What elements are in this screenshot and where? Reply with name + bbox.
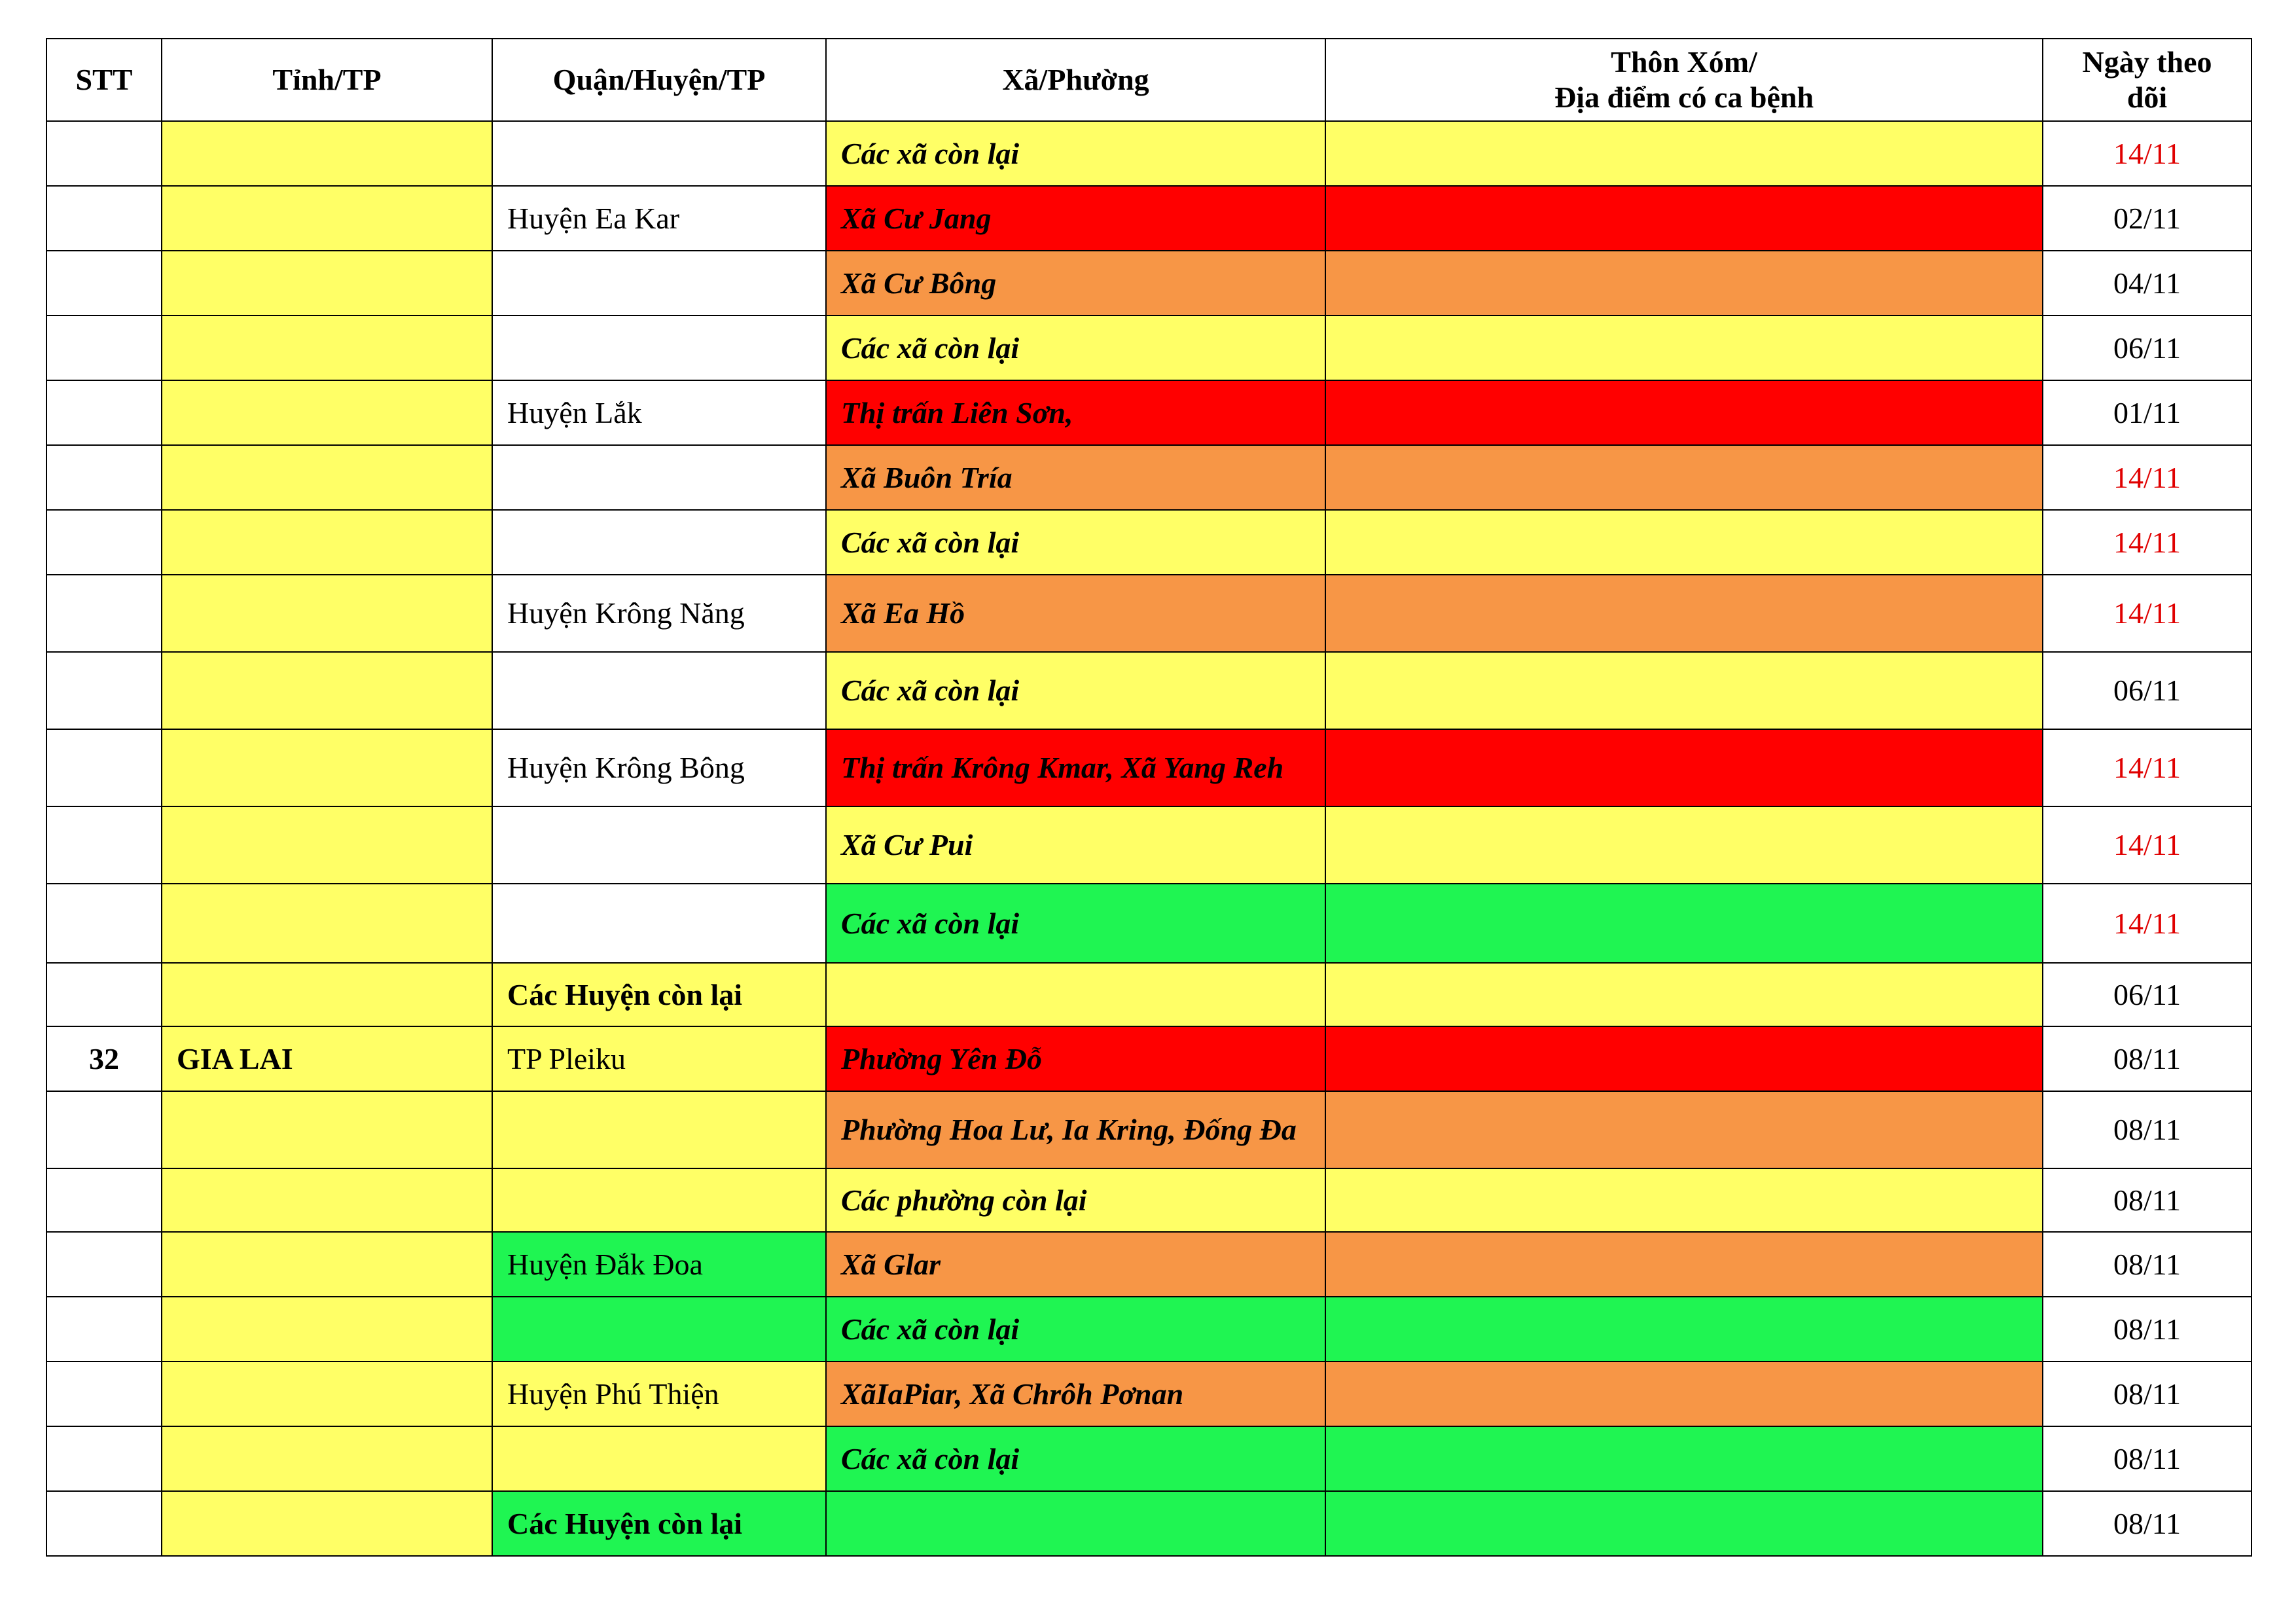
follow-date-cell: 01/11 [2043, 380, 2251, 445]
hamlet-cell [1325, 652, 2043, 729]
stt-cell [46, 380, 162, 445]
district-cell: Các Huyện còn lại [492, 1491, 826, 1556]
header-district: Quận/Huyện/TP [492, 39, 826, 121]
table-row [46, 1362, 2251, 1426]
province-cell [162, 121, 492, 186]
follow-date-cell: 14/11 [2043, 884, 2251, 963]
stt-cell [46, 652, 162, 729]
header-hamlet-line1: Thôn Xóm/ [1611, 45, 1757, 79]
province-cell [162, 316, 492, 380]
district-cell [492, 1426, 826, 1491]
province-cell [162, 186, 492, 251]
table-header [46, 39, 2251, 121]
commune-cell: Các xã còn lại [826, 884, 1325, 963]
commune-cell: XãIaPiar, Xã Chrôh Pơnan [826, 1362, 1325, 1426]
district-cell: Huyện Krông Năng [492, 575, 826, 652]
stt-cell [46, 121, 162, 186]
province-cell [162, 575, 492, 652]
follow-date-cell: 08/11 [2043, 1362, 2251, 1426]
district-cell [492, 316, 826, 380]
stt-cell [46, 1091, 162, 1168]
table-row [46, 729, 2251, 806]
commune-cell: Phường Hoa Lư, Ia Kring, Đống Đa [826, 1091, 1325, 1168]
hamlet-cell [1325, 806, 2043, 884]
header-province: Tỉnh/TP [162, 39, 492, 121]
commune-cell: Phường Yên Đỗ [826, 1026, 1325, 1091]
district-cell: TP Pleiku [492, 1026, 826, 1091]
stt-cell [46, 575, 162, 652]
district-cell: Huyện Lắk [492, 380, 826, 445]
table-row [46, 1168, 2251, 1232]
province-cell [162, 510, 492, 575]
province-cell [162, 1362, 492, 1426]
stt-cell [46, 251, 162, 316]
commune-cell [826, 963, 1325, 1026]
province-cell [162, 806, 492, 884]
province-cell: GIA LAI [162, 1026, 492, 1091]
follow-date-cell: 08/11 [2043, 1297, 2251, 1362]
hamlet-cell [1325, 575, 2043, 652]
header-follow-date-line2: dõi [2126, 81, 2168, 114]
district-cell [492, 445, 826, 510]
hamlet-cell [1325, 251, 2043, 316]
hamlet-cell [1325, 729, 2043, 806]
district-cell [492, 1297, 826, 1362]
header-row [46, 39, 2251, 121]
header-hamlet [1325, 39, 2043, 121]
commune-cell: Các xã còn lại [826, 121, 1325, 186]
table-row [46, 575, 2251, 652]
follow-date-cell: 14/11 [2043, 806, 2251, 884]
table-row [46, 121, 2251, 186]
header-hamlet-line2: Địa điểm có ca bệnh [1554, 81, 1814, 114]
hamlet-cell [1325, 884, 2043, 963]
district-cell: Huyện Đắk Đoa [492, 1232, 826, 1297]
commune-cell: Các xã còn lại [826, 1426, 1325, 1491]
district-cell: Huyện Krông Bông [492, 729, 826, 806]
hamlet-cell [1325, 1362, 2043, 1426]
commune-cell: Các phường còn lại [826, 1168, 1325, 1232]
stt-cell [46, 186, 162, 251]
stt-cell [46, 963, 162, 1026]
table-row [46, 445, 2251, 510]
follow-date-cell: 02/11 [2043, 186, 2251, 251]
district-cell: Các Huyện còn lại [492, 963, 826, 1026]
follow-date-cell: 06/11 [2043, 316, 2251, 380]
commune-cell: Các xã còn lại [826, 1297, 1325, 1362]
province-cell [162, 251, 492, 316]
stt-cell [46, 316, 162, 380]
district-cell [492, 510, 826, 575]
province-cell [162, 963, 492, 1026]
stt-cell [46, 1168, 162, 1232]
hamlet-cell [1325, 1232, 2043, 1297]
province-cell [162, 729, 492, 806]
province-cell [162, 380, 492, 445]
table-row [46, 963, 2251, 1026]
district-cell [492, 251, 826, 316]
hamlet-cell [1325, 186, 2043, 251]
table-row [46, 316, 2251, 380]
follow-date-cell: 08/11 [2043, 1026, 2251, 1091]
follow-date-cell: 14/11 [2043, 575, 2251, 652]
follow-date-cell: 08/11 [2043, 1091, 2251, 1168]
covid-level-table [46, 38, 2252, 1557]
header-follow-date [2043, 39, 2251, 121]
hamlet-cell [1325, 510, 2043, 575]
hamlet-cell [1325, 445, 2043, 510]
stt-cell [46, 884, 162, 963]
province-cell [162, 1426, 492, 1491]
table-row [46, 1426, 2251, 1491]
stt-cell [46, 1362, 162, 1426]
stt-cell [46, 1491, 162, 1556]
commune-cell: Xã Buôn Tría [826, 445, 1325, 510]
table-row [46, 186, 2251, 251]
stt-cell: 32 [46, 1026, 162, 1091]
header-stt: STT [46, 39, 162, 121]
province-cell [162, 1297, 492, 1362]
table-row [46, 806, 2251, 884]
province-cell [162, 884, 492, 963]
province-cell [162, 652, 492, 729]
commune-cell: Các xã còn lại [826, 652, 1325, 729]
province-cell [162, 1491, 492, 1556]
district-cell [492, 652, 826, 729]
stt-cell [46, 510, 162, 575]
hamlet-cell [1325, 963, 2043, 1026]
table-row [46, 510, 2251, 575]
stt-cell [46, 1297, 162, 1362]
stt-cell [46, 806, 162, 884]
district-cell [492, 1091, 826, 1168]
commune-cell: Các xã còn lại [826, 316, 1325, 380]
province-cell [162, 1168, 492, 1232]
district-cell [492, 121, 826, 186]
header-follow-date-line1: Ngày theo [2082, 45, 2212, 79]
province-cell [162, 445, 492, 510]
district-cell: Huyện Ea Kar [492, 186, 826, 251]
commune-cell: Xã Cư Bông [826, 251, 1325, 316]
stt-cell [46, 1426, 162, 1491]
commune-cell: Thị trấn Krông Kmar, Xã Yang Reh [826, 729, 1325, 806]
table-row [46, 380, 2251, 445]
hamlet-cell [1325, 1091, 2043, 1168]
commune-cell: Thị trấn Liên Sơn, [826, 380, 1325, 445]
follow-date-cell: 08/11 [2043, 1168, 2251, 1232]
district-cell [492, 1168, 826, 1232]
hamlet-cell [1325, 1026, 2043, 1091]
hamlet-cell [1325, 121, 2043, 186]
stt-cell [46, 1232, 162, 1297]
stt-cell [46, 729, 162, 806]
hamlet-cell [1325, 1297, 2043, 1362]
table-row [46, 1091, 2251, 1168]
header-commune: Xã/Phường [826, 39, 1325, 121]
table-row [46, 1232, 2251, 1297]
commune-cell: Các xã còn lại [826, 510, 1325, 575]
commune-cell: Xã Cư Pui [826, 806, 1325, 884]
table-row [46, 251, 2251, 316]
commune-cell: Xã Glar [826, 1232, 1325, 1297]
follow-date-cell: 08/11 [2043, 1426, 2251, 1491]
province-cell [162, 1232, 492, 1297]
hamlet-cell [1325, 316, 2043, 380]
district-cell [492, 806, 826, 884]
commune-cell [826, 1491, 1325, 1556]
follow-date-cell: 14/11 [2043, 510, 2251, 575]
hamlet-cell [1325, 1426, 2043, 1491]
table-row [46, 1297, 2251, 1362]
follow-date-cell: 14/11 [2043, 121, 2251, 186]
hamlet-cell [1325, 380, 2043, 445]
follow-date-cell: 04/11 [2043, 251, 2251, 316]
follow-date-cell: 06/11 [2043, 963, 2251, 1026]
district-cell [492, 884, 826, 963]
table-row [46, 652, 2251, 729]
follow-date-cell: 14/11 [2043, 445, 2251, 510]
follow-date-cell: 14/11 [2043, 729, 2251, 806]
follow-date-cell: 08/11 [2043, 1491, 2251, 1556]
commune-cell: Xã Ea Hồ [826, 575, 1325, 652]
hamlet-cell [1325, 1491, 2043, 1556]
table-row [46, 1491, 2251, 1556]
follow-date-cell: 08/11 [2043, 1232, 2251, 1297]
district-cell: Huyện Phú Thiện [492, 1362, 826, 1426]
follow-date-cell: 06/11 [2043, 652, 2251, 729]
table-body [46, 121, 2251, 1556]
table-row [46, 884, 2251, 963]
table-row [46, 1026, 2251, 1091]
stt-cell [46, 445, 162, 510]
commune-cell: Xã Cư Jang [826, 186, 1325, 251]
province-cell [162, 1091, 492, 1168]
hamlet-cell [1325, 1168, 2043, 1232]
